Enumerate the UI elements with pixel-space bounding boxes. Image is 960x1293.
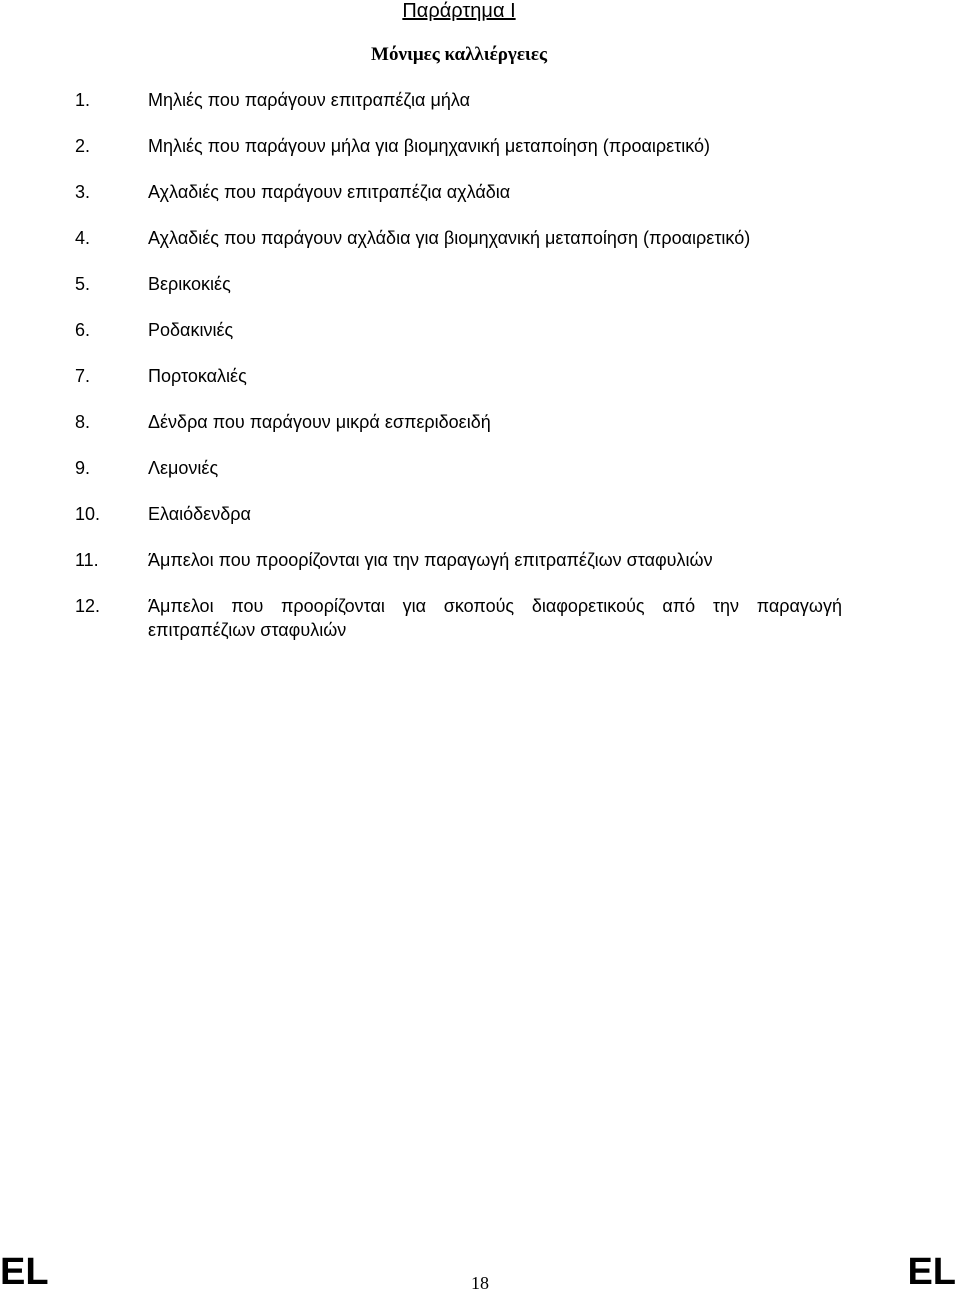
- list-item-number: 5.: [75, 274, 91, 294]
- list-item: [0, 226, 960, 250]
- list-item-text: Πορτοκαλιές: [148, 366, 247, 386]
- list-item: [0, 548, 960, 572]
- list-item-number: 4.: [75, 228, 91, 248]
- list-item-text: Δένδρα που παράγουν μικρά εσπεριδοειδή: [148, 412, 491, 432]
- footer-language-code-left: EL: [0, 1251, 49, 1293]
- list-item-number: 8.: [75, 412, 91, 432]
- list-item-number: 7.: [75, 366, 91, 386]
- list-item-number: 11.: [75, 550, 99, 570]
- list-item-number: 9.: [75, 458, 91, 478]
- crop-list: [0, 88, 960, 664]
- list-item-text: Ελαιόδενδρα: [148, 504, 251, 524]
- list-item: [0, 456, 960, 480]
- list-item-text: Μηλιές που παράγουν επιτραπέζια μήλα: [148, 90, 470, 110]
- list-item-text: Βερικοκιές: [148, 274, 231, 294]
- list-item-text: Άμπελοι που προορίζονται για την παραγωγή επιτραπέζιων σταφυλιών: [148, 550, 713, 570]
- list-item-text: Ροδακινιές: [148, 320, 234, 340]
- annex-title: Παράρτημα Ι: [402, 0, 516, 22]
- list-item: [0, 180, 960, 204]
- footer-language-code-right: EL: [907, 1251, 956, 1293]
- list-item-text: Αχλαδιές που παράγουν επιτραπέζια αχλάδια: [148, 182, 511, 202]
- list-item-number: 12.: [75, 596, 101, 616]
- list-item-number: 3.: [75, 182, 91, 202]
- list-item-text: Μηλιές που παράγουν μήλα για βιομηχανική μεταποίηση (προαιρετικό): [148, 136, 711, 156]
- list-item-number: 2.: [75, 136, 91, 156]
- list-item-text: Λεμονιές: [148, 458, 219, 478]
- list-item-text: Άμπελοι που προορίζονται για σκοπούς διαφορετικούς από την παραγωγή επιτραπέζιων σταφυλιών: [148, 596, 842, 640]
- list-item-number: 10.: [75, 504, 101, 524]
- list-item: [0, 364, 960, 388]
- list-item-number: 6.: [75, 320, 91, 340]
- section-heading: Μόνιμες καλλιέργειες: [371, 44, 547, 65]
- page-number: 18: [471, 1273, 489, 1293]
- list-item-number: 1.: [75, 90, 91, 110]
- list-item: [0, 134, 960, 158]
- list-item: [0, 410, 960, 434]
- list-item: [0, 594, 960, 642]
- list-item-text: Αχλαδιές που παράγουν αχλάδια για βιομηχανική μεταποίηση (προαιρετικό): [148, 228, 751, 248]
- list-item: [0, 272, 960, 296]
- list-item: [0, 318, 960, 342]
- list-item: [0, 502, 960, 526]
- list-item: [0, 88, 960, 112]
